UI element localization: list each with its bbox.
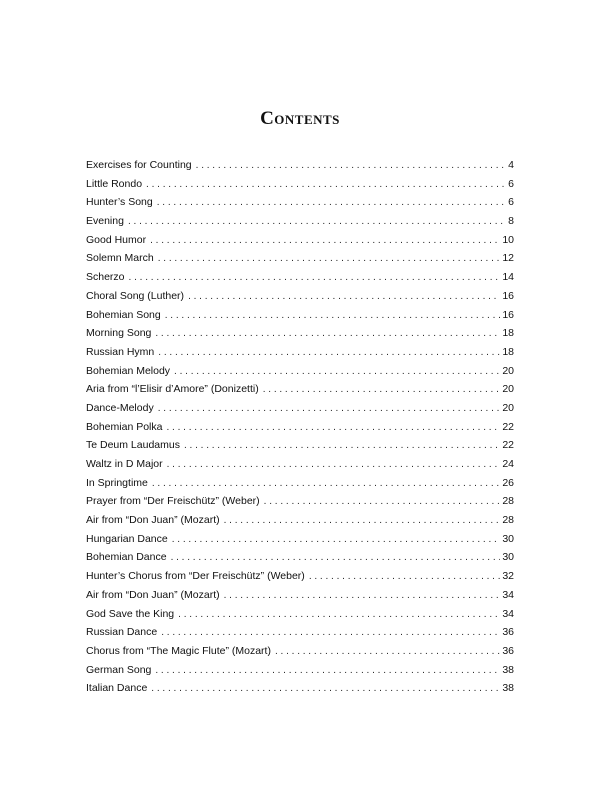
toc-entry-page-number: 16 — [502, 289, 514, 302]
toc-entry-title: Chorus from “The Magic Flute” (Mozart) — [86, 644, 271, 657]
toc-entry-title: Air from “Don Juan” (Mozart) — [86, 588, 220, 601]
dot-leader — [155, 325, 500, 344]
dot-leader — [167, 456, 501, 475]
toc-entry — [86, 193, 514, 212]
toc-entry-page-number: 28 — [502, 495, 514, 508]
toc-entry-page-number: 22 — [502, 439, 514, 452]
dot-leader — [158, 344, 500, 363]
toc-entry — [86, 548, 514, 567]
toc-entry — [86, 268, 514, 287]
dot-leader — [309, 568, 501, 587]
toc-entry — [86, 642, 514, 661]
toc-entry-page-number: 14 — [502, 271, 514, 284]
toc-entry-page-number: 30 — [502, 551, 514, 564]
dot-leader — [263, 381, 501, 400]
toc-entry-page-number: 18 — [502, 345, 514, 358]
dot-leader — [158, 250, 501, 269]
toc-entry — [86, 623, 514, 642]
toc-entry-title: Hungarian Dance — [86, 532, 168, 545]
dot-leader — [188, 288, 500, 307]
toc-entry-page-number: 10 — [502, 233, 514, 246]
dot-leader — [155, 662, 500, 681]
toc-entry-title: Prayer from “Der Freischütz” (Weber) — [86, 495, 260, 508]
toc-entry — [86, 418, 514, 437]
toc-entry — [86, 175, 514, 194]
dot-leader — [150, 232, 500, 251]
toc-entry-title: Exercises for Counting — [86, 159, 192, 171]
dot-leader — [264, 493, 501, 512]
toc-entry-page-number: 6 — [508, 196, 514, 209]
toc-entry-page-number: 32 — [502, 570, 514, 583]
page-title: Contents — [260, 108, 340, 129]
toc-entry — [86, 455, 514, 474]
toc-entry-title: Bohemian Song — [86, 308, 161, 321]
toc-entry-title: Russian Hymn — [86, 345, 155, 358]
toc-entry-title: Italian Dance — [86, 682, 148, 695]
toc-entry — [86, 287, 514, 306]
toc-entry — [86, 679, 514, 698]
toc-entry-page-number: 6 — [508, 177, 514, 190]
toc-entry-title: Bohemian Melody — [86, 364, 171, 377]
toc-entry — [86, 380, 514, 399]
toc-entry-title: Evening — [86, 215, 124, 228]
dot-leader — [166, 419, 500, 438]
toc-entry-title: Scherzo — [86, 271, 125, 284]
toc-entry-page-number: 30 — [502, 532, 514, 545]
toc-entry-page-number: 36 — [502, 644, 514, 657]
toc-entry-page-number: 22 — [502, 420, 514, 433]
toc-entry-title: German Song — [86, 663, 152, 676]
toc-entry-page-number: 20 — [502, 364, 514, 377]
toc-entry — [86, 362, 514, 381]
toc-entry-title: Morning Song — [86, 327, 152, 340]
toc-entry — [86, 530, 514, 549]
toc-entry — [86, 306, 514, 325]
toc-entry-page-number: 38 — [502, 682, 514, 695]
dot-leader — [184, 437, 500, 456]
dot-leader — [151, 680, 500, 699]
toc-entry — [86, 324, 514, 343]
dot-leader — [171, 549, 501, 568]
dot-leader — [152, 475, 500, 494]
toc-entry — [86, 231, 514, 250]
toc-entry-page-number: 34 — [502, 588, 514, 601]
dot-leader — [157, 194, 506, 213]
toc-entry-page-number: 12 — [502, 252, 514, 265]
dot-leader — [165, 307, 501, 326]
toc-entry-title: Aria from “l’Elisir d’Amore” (Donizetti) — [86, 383, 259, 396]
dot-leader — [158, 400, 501, 419]
toc-entry-title: God Save the King — [86, 607, 175, 620]
toc-entry — [86, 436, 514, 455]
toc-entry-title: In Springtime — [86, 476, 148, 489]
toc-entry-title: Russian Dance — [86, 626, 158, 639]
toc-entry — [86, 661, 514, 680]
dot-leader — [196, 157, 507, 176]
toc-entry-title: Good Humor — [86, 233, 147, 246]
toc-entry — [86, 399, 514, 418]
toc-entry-title: Hunter’s Song — [86, 196, 153, 209]
toc-entry — [86, 567, 514, 586]
toc-entry — [86, 212, 514, 231]
toc-entry — [86, 474, 514, 493]
toc-entry — [86, 343, 514, 362]
toc-entry-page-number: 4 — [508, 159, 514, 171]
table-of-contents — [86, 156, 514, 698]
dot-leader — [275, 643, 500, 662]
dot-leader — [224, 512, 501, 531]
toc-entry-page-number: 28 — [502, 514, 514, 527]
toc-entry — [86, 511, 514, 530]
toc-entry-title: Solemn March — [86, 252, 154, 265]
dot-leader — [224, 587, 501, 606]
toc-entry-page-number: 16 — [502, 308, 514, 321]
toc-entry-title: Bohemian Polka — [86, 420, 163, 433]
toc-entry-title: Little Rondo — [86, 177, 143, 190]
toc-entry-page-number: 20 — [502, 383, 514, 396]
toc-entry-title: Hunter’s Chorus from “Der Freischütz” (Weber) — [86, 570, 305, 583]
dot-leader — [172, 531, 501, 550]
toc-entry-page-number: 26 — [502, 476, 514, 489]
toc-entry — [86, 156, 514, 175]
toc-entry — [86, 605, 514, 624]
toc-entry-page-number: 38 — [502, 663, 514, 676]
dot-leader — [146, 176, 506, 195]
toc-entry-title: Te Deum Laudamus — [86, 439, 180, 452]
toc-entry-page-number: 8 — [508, 215, 514, 228]
dot-leader — [178, 606, 500, 625]
toc-entry-title: Dance-Melody — [86, 401, 154, 414]
toc-entry-page-number: 36 — [502, 626, 514, 639]
toc-entry-title: Waltz in D Major — [86, 458, 163, 470]
toc-entry — [86, 249, 514, 268]
toc-entry-page-number: 18 — [502, 327, 514, 340]
dot-leader — [161, 624, 500, 643]
toc-entry — [86, 492, 514, 511]
dot-leader — [128, 213, 506, 232]
toc-entry-title: Choral Song (Luther) — [86, 289, 185, 302]
toc-entry — [86, 586, 514, 605]
toc-entry-title: Air from “Don Juan” (Mozart) — [86, 514, 220, 527]
toc-entry-page-number: 20 — [502, 401, 514, 414]
toc-entry-title: Bohemian Dance — [86, 551, 167, 564]
dot-leader — [129, 269, 501, 288]
toc-entry-page-number: 34 — [502, 607, 514, 620]
dot-leader — [174, 363, 500, 382]
toc-entry-page-number: 24 — [502, 458, 514, 470]
